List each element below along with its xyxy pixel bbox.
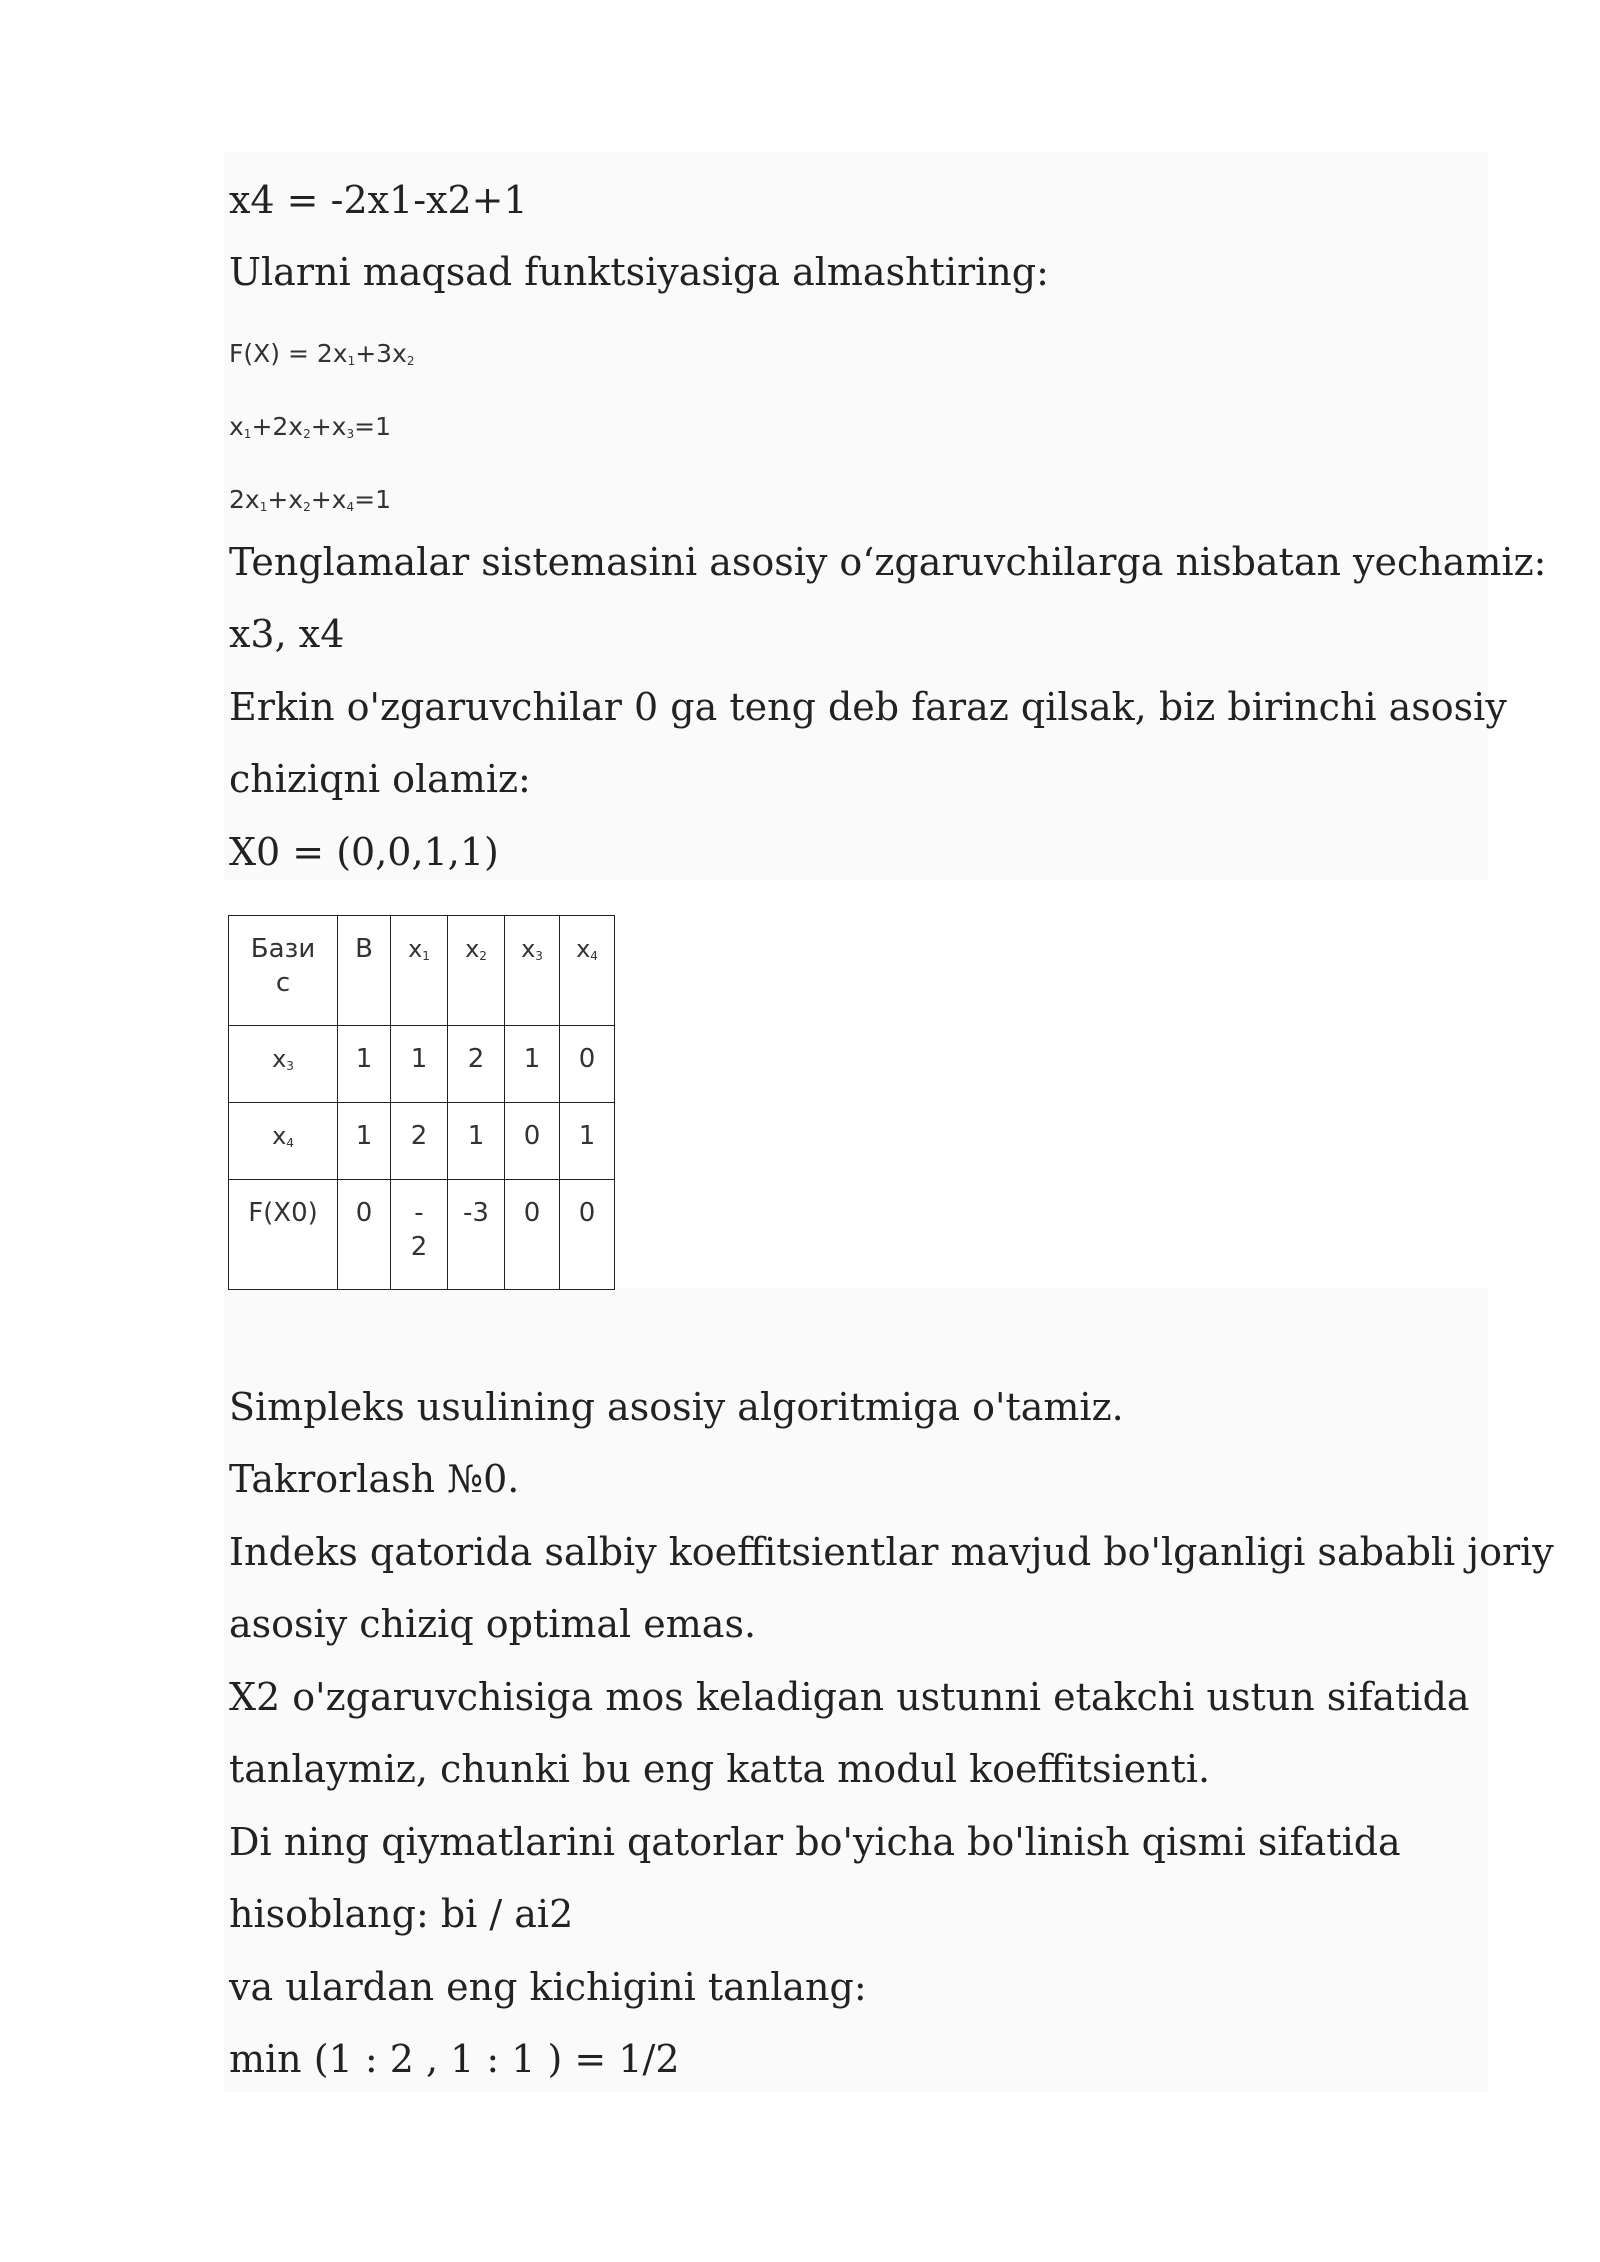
- cell-x3: 1: [505, 1026, 560, 1103]
- ratio-text-1: Di ning qiymatlarini qatorlar bo'yicha bo'linish qismi sifatida: [229, 1820, 1401, 1864]
- leading-column-text-1: X2 o'zgaruvchisiga mos keladigan ustunni etakchi ustun sifatida: [229, 1675, 1470, 1719]
- cell-x4: 1: [560, 1103, 615, 1180]
- row-basis-f: F(X0): [229, 1180, 338, 1290]
- index-row-text-1: Indeks qatorida salbiy koeffitsientlar mavjud bo'lganligi sababli joriy: [229, 1530, 1554, 1574]
- cell-b: 1: [338, 1103, 391, 1180]
- cell-x1: 2: [391, 1103, 448, 1180]
- free-vars-text-2: chiziqni olamiz:: [229, 757, 531, 801]
- objective-function: $F(X) = 2x_1+3x_2$: [229, 339, 415, 368]
- equation-x4: x4 = -2x1-x2+1: [229, 178, 528, 222]
- constraint-1: $x_1+2x_2+x_3=1$: [229, 412, 391, 441]
- row-basis-x4: $x_4$: [229, 1103, 338, 1180]
- table-row-objective: [229, 1180, 615, 1290]
- solve-system-text: Tenglamalar sistemasini asosiy o‘zgaruvchilarga nisbatan yechamiz:: [229, 540, 1547, 584]
- substitute-instruction: Ularni maqsad funktsiyasiga almashtiring:: [229, 250, 1049, 294]
- cell-b: 0: [338, 1180, 391, 1290]
- header-x1: $x_1$: [391, 916, 448, 1026]
- cell-x3: 0: [505, 1180, 560, 1290]
- algorithm-intro: Simpleks usulining asosiy algoritmiga o'tamiz.: [229, 1385, 1124, 1429]
- leading-column-text-2: tanlaymiz, chunki bu eng katta modul koeffitsienti.: [229, 1747, 1211, 1791]
- initial-solution: X0 = (0,0,1,1): [229, 830, 499, 874]
- cell-x2: -3: [448, 1180, 505, 1290]
- cell-x2: 1: [448, 1103, 505, 1180]
- table-header-row: [229, 916, 615, 1026]
- constraint-2: $2x_1+x_2+x_4=1$: [229, 485, 391, 514]
- table-row: [229, 1103, 615, 1180]
- iteration-title: Takrorlash №0.: [229, 1457, 520, 1501]
- free-vars-text-1: Erkin o'zgaruvchilar 0 ga teng deb faraz qilsak, biz birinchi asosiy: [229, 685, 1507, 729]
- cell-x1: 1: [391, 1026, 448, 1103]
- min-result: min (1 : 2 , 1 : 1 ) = 1/2: [229, 2037, 680, 2081]
- header-x3: $x_3$: [505, 916, 560, 1026]
- header-x2: $x_2$: [448, 916, 505, 1026]
- row-basis-x3: $x_3$: [229, 1026, 338, 1103]
- choose-min-text: va ulardan eng kichigini tanlang:: [229, 1965, 867, 2009]
- cell-x3: 0: [505, 1103, 560, 1180]
- cell-x2: 2: [448, 1026, 505, 1103]
- ratio-text-2: hisoblang: bi / ai2: [229, 1892, 574, 1936]
- table-row: [229, 1026, 615, 1103]
- cell-x1: - 2: [391, 1180, 448, 1290]
- header-x4: $x_4$: [560, 916, 615, 1026]
- cell-x4: 0: [560, 1180, 615, 1290]
- cell-b: 1: [338, 1026, 391, 1103]
- header-b: B: [338, 916, 391, 1026]
- index-row-text-2: asosiy chiziq optimal emas.: [229, 1602, 757, 1646]
- cell-x4: 0: [560, 1026, 615, 1103]
- header-basis: Бази с: [229, 916, 338, 1026]
- simplex-table: [228, 915, 615, 1290]
- basis-variables: x3, x4: [229, 612, 345, 656]
